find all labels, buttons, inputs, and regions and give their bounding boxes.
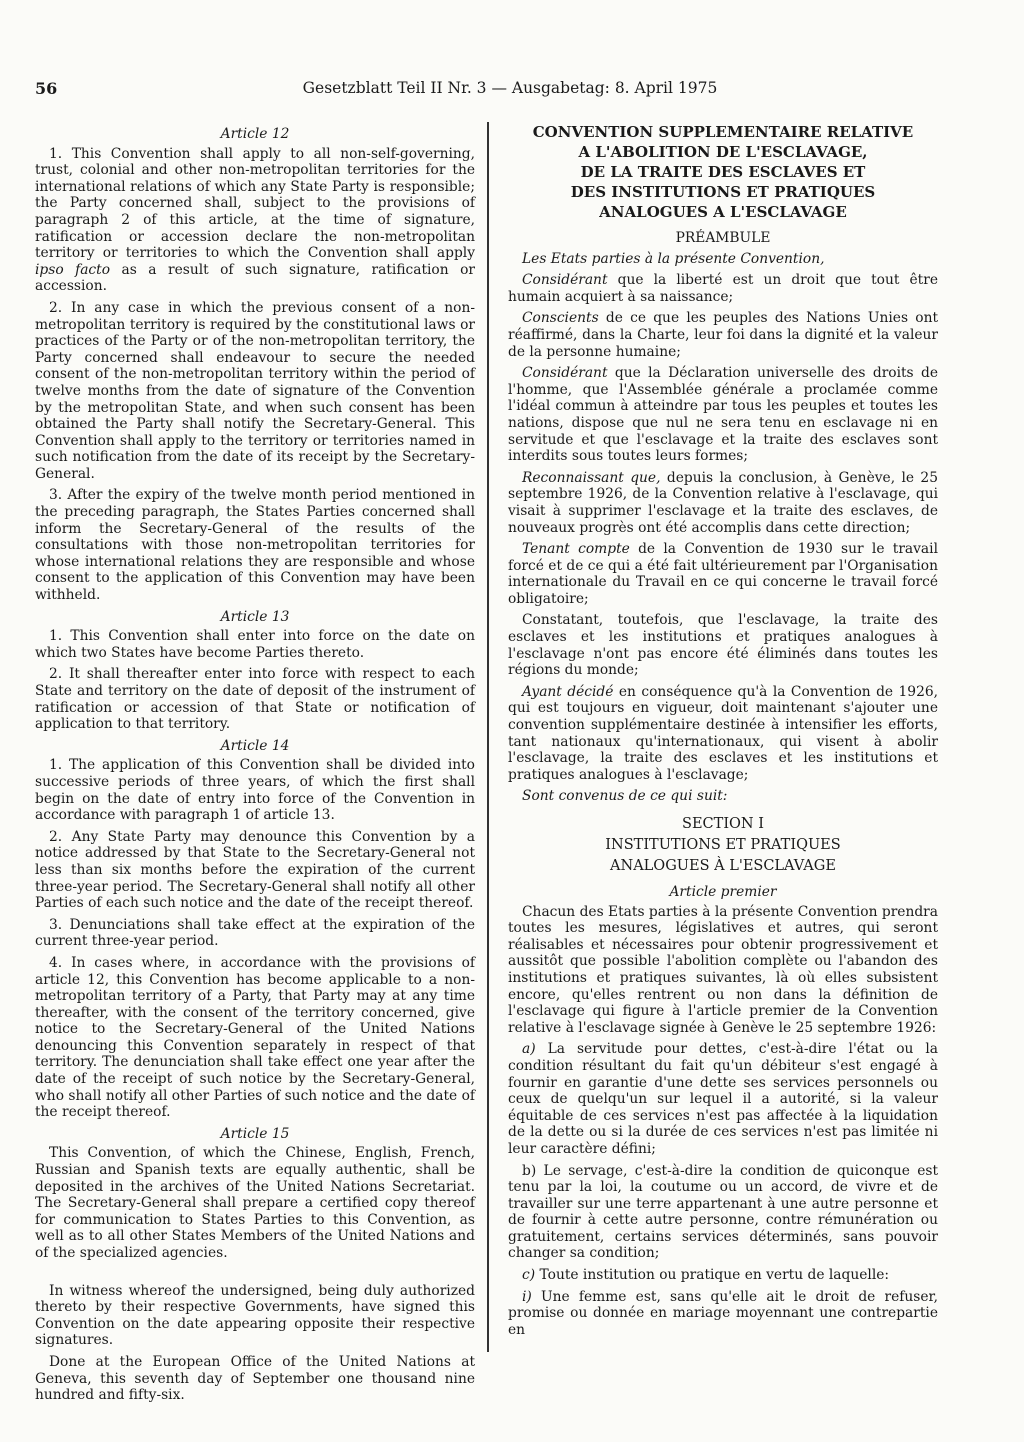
section-title-line-2: ANALOGUES À L'ESCLAVAGE [610, 858, 836, 874]
recital-5: Tenant compte de la Convention de 1930 sur le travail forcé et de ce qui a été fait ultérieurement par l'Organisation internationale du Travail en ce qui concerne le travail forcé obligatoire; [508, 541, 938, 607]
running-title: Gesetzblatt Teil II Nr. 3 — Ausgabetag: 8. April 1975 [302, 79, 718, 97]
article-15-heading: Article 15 [220, 1125, 290, 1142]
left-column [35, 122, 475, 1409]
recital-3: Considérant que la Déclaration universelle des droits de l'homme, que l'Assemblée générale a proclamée comme l'idéal commun à atteindre par tous les peuples et toutes les nations, dispose que nul ne sera tenu en esclavage ni en servitude et que l'esclavage et la traite des esclaves sont interdits sous toutes leurs formes; [508, 365, 938, 465]
article-14-paragraph-2: 2. Any State Party may denounce this Convention by a notice addressed by that State to the Secretary-General not less than six months before the expiration of the current three-year period. The Secretary-General shall notify all other Parties of each such notice and the date of the receipt thereof. [35, 828, 475, 912]
recital-7: Ayant décidé en conséquence qu'à la Convention de 1926, qui est toujours en vigueur, doit maintenant s'ajouter une convention supplémentaire destinée à intensifier les efforts, tant nationaux qu'internationaux, qui visent à abolir l'esclavage, la traite des esclaves et les institutions et pratiques analogues à l'esclavage; [508, 683, 939, 783]
done-clause: Done at the European Office of the United Nations at Geneva, this seventh day of September one thousand nine hundred and fifty-six. [35, 1353, 475, 1404]
article-12-paragraph-2: 2. In any case in which the previous consent of a non-metropolitan territory is required by the constitutional laws or practices of the Party or of the non-metropolitan territory, the Party concerned shall endeavour to secure the needed consent of the non-metropolitan territory within the period of twelve months from the date of signature of the Convention by the metropolitan State, and when such consent has been obtained the Party shall notify the Secretary-General. This Convention shall apply to the territory or territories named in such notification from the date of its receipt by the Secretary-General. [35, 299, 475, 482]
article-14-paragraph-4: 4. In cases where, in accordance with the provisions of article 12, this Convention has become applicable to a non-metropolitan territory of a Party, that Party may at any time thereafter, with the consent of the territory concerned, give notice to the Secretary-General of the United Nations denouncing this Convention separately in respect of that territory. The denunciation shall take effect one year after the date of the receipt of such notice by the Secretary-General, who shall notify all other Parties of such notice and the date of the receipt thereof. [35, 954, 475, 1121]
right-column [508, 122, 938, 1343]
item-c: c) Toute institution ou pratique en vertu de laquelle: [522, 1267, 890, 1284]
section-title-line-1: INSTITUTIONS ET PRATIQUES [605, 837, 841, 853]
recital-4: Reconnaissant que, depuis la conclusion, à Genève, le 25 septembre 1926, de la Convention relative à l'esclavage, qui visait à supprimer l'esclavage et la traite des esclaves, de nouveaux progrès ont été accomplis dans cette direction; [508, 469, 938, 536]
recital-1: Considérant que la liberté est un droit que tout être humain acquiert à sa naissance; [508, 272, 938, 305]
article-12-heading: Article 12 [220, 126, 290, 142]
article-13-heading: Article 13 [220, 608, 290, 625]
article-premier-paragraph: Chacun des Etats parties à la présente Convention prendra toutes les mesures, législatives et autres, qui seront réalisables et nécessaires pour obtenir progressivement et aussitôt que possible l'abolition complète ou l'abandon des institutions et pratiques suivantes, là où elles subsistent encore, qu'elles rentrent ou non dans la définition de l'esclavage qui figure à l'article premier de la Convention relative à l'esclavage signée à Genève le 25 septembre 1926: [508, 903, 938, 1036]
section-heading: SECTION I [682, 816, 764, 832]
preamble-intro: Les Etats parties à la présente Convention, [522, 250, 825, 267]
article-13-paragraph-2: 2. It shall thereafter enter into force with respect to each State and territory on the date of deposit of the instrument of ratification or accession of that State or notification of application to that territory. [35, 666, 475, 733]
recital-6: Constatant, toutefois, que l'esclavage, la traite des esclaves et les institutions et pratiques analogues à l'esclavage n'ont pas encore été éliminés dans toutes les régions du monde; [508, 612, 939, 679]
article-14-paragraph-1: 1. The application of this Convention shall be divided into successive periods of three years, of which the first shall begin on the date of entry into force of the Convention in accordance with paragraph 1 of article 13. [35, 757, 475, 824]
article-14-paragraph-3: 3. Denunciations shall take effect at the expiration of the current three-year period. [35, 916, 475, 950]
column-divider [487, 122, 489, 1352]
article-14-heading: Article 14 [220, 737, 290, 754]
item-a: a) La servitude pour dettes, c'est-à-dire l'état ou la condition résultant du fait qu'un débiteur s'est engagé à fournir en garantie d'une dette ses services personnels ou ceux de quelqu'un sur lequel il a autorité, si la valeur équitable de ces services n'est pas affectée à la liquidation de la dette ou si la durée de ces services n'est pas limitée ni leur caractère défini; [508, 1041, 938, 1157]
article-15-paragraph-1: This Convention, of which the Chinese, English, French, Russian and Spanish texts are equally authentic, shall be deposited in the archives of the United Nations Secretariat. The Secretary-General shall prepare a certified copy thereof for communication to States Parties to this Convention, as well as to all other States Members of the United Nations and of the specialized agencies. [35, 1145, 475, 1261]
preamble-heading: PRÉAMBULE [675, 230, 771, 246]
item-b: b) Le servage, c'est-à-dire la condition de quiconque est tenu par la loi, la coutume ou un accord, de vivre et de travailler sur une terre appartenant à une autre personne et de fournir à cette autre personne, contre rémunération ou gratuitement, certains services déterminés, sans pouvoir changer sa condition; [508, 1162, 938, 1262]
article-premier-heading: Article premier [669, 884, 777, 900]
page-number: 56 [35, 79, 58, 98]
agreed-clause: Sont convenus de ce qui suit: [522, 788, 728, 805]
article-12-paragraph-3: 3. After the expiry of the twelve month period mentioned in the preceding paragraph, the States Parties concerned shall inform the Secretary-General of the results of the consultations with those non-metropolitan territories for whose international relations they are responsible and whose consent to the application of this Convention may have been withheld. [35, 487, 475, 604]
page-header [35, 79, 985, 101]
item-c-i: i) Une femme est, sans qu'elle ait le droit de refuser, promise ou donnée en mariage moyennant une contrepartie en [508, 1288, 939, 1338]
article-12-paragraph-1: 1. This Convention shall apply to all non-self-governing, trust, colonial and other non-metropolitan territories for the international relations of which any State Party is responsible; the Party concerned shall, subject to the provisions of paragraph 2 of this article, at the time of signature, ratification or accession declare the non-metropolitan territory or territories to which the Convention shall apply ipso facto as a result of such signature, ratification or accession. [35, 145, 475, 295]
witness-clause: In witness whereof the undersigned, being duly authorized thereto by their respective Governments, have signed this Convention on the date appearing opposite their respective signatures. [35, 1282, 475, 1349]
recital-2: Conscients de ce que les peuples des Nations Unies ont réaffirmé, dans la Charte, leur foi dans la dignité et la valeur de la personne humaine; [508, 310, 938, 360]
convention-title: CONVENTION SUPPLEMENTAIRE RELATIVE A L'ABOLITION DE L'ESCLAVAGE, DE LA TRAITE DES ESCLAVES ET DES INSTITUTIONS ET PRATIQUES ANALOGUES A L'ESCLAVAGE [532, 123, 914, 221]
article-13-paragraph-1: 1. This Convention shall enter into force on the date on which two States have become Parties thereto. [35, 628, 475, 661]
